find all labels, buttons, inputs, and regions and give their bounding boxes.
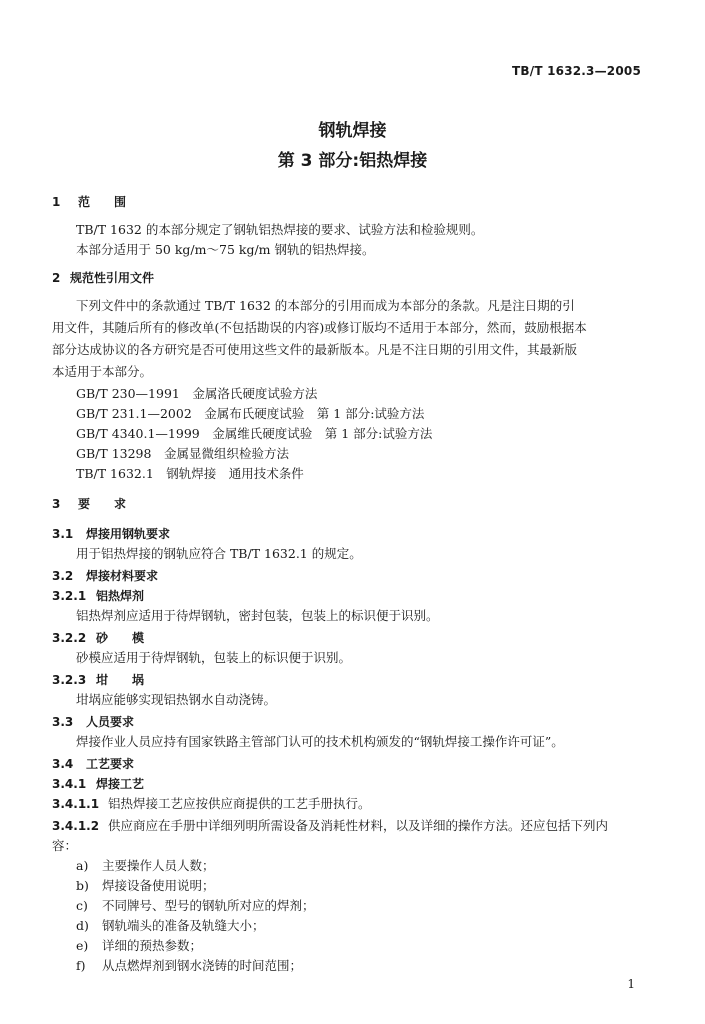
list-item-letter: e): [76, 938, 89, 953]
paragraph: TB/T 1632 的本部分规定了钢轨铝热焊接的要求、试验方法和检验规则。: [76, 222, 484, 237]
list-item-text: 详细的预热参数；: [102, 938, 203, 953]
section-number: 2: [52, 271, 61, 285]
section-title: 人员要求: [86, 715, 135, 729]
section-title: 范 围: [78, 195, 127, 209]
section-number: 3.2.1: [52, 589, 87, 603]
paragraph: 坩埚应能够实现铝热钢水自动浇铸。: [76, 692, 277, 707]
reference-item: GB/T 13298 金属显微组织检验方法: [76, 446, 289, 461]
section-number: 3.2: [52, 569, 74, 583]
clause-text-continuation: 容：: [52, 838, 78, 853]
section-number: 3.4: [52, 757, 74, 771]
paragraph: 用于铝热焊接的钢轨应符合 TB/T 1632.1 的规定。: [76, 546, 362, 561]
subsection-3-2-3-heading: [52, 672, 658, 688]
paragraph: 本部分适用于 50 kg/m～75 kg/m 钢轨的铝热焊接。: [76, 242, 375, 257]
subsection-3-4-heading: [52, 756, 658, 772]
paragraph-line: 用文件，其随后所有的修改单(不包括勘误的内容)或修订版均不适用于本部分，然而，鼓励根据本: [52, 320, 587, 335]
section-number: 3.4.1: [52, 777, 87, 791]
subsection-3-2-heading: [52, 568, 658, 584]
clause-number: 3.4.1.1: [52, 797, 100, 811]
section-number: 3.1: [52, 527, 74, 541]
list-item-letter: b): [76, 878, 89, 893]
list-item-text: 从点燃焊剂到钢水浇铸的时间范围；: [102, 958, 303, 973]
reference-item: TB/T 1632.1 钢轨焊接 通用技术条件: [76, 466, 304, 481]
list-item-text: 焊接设备使用说明；: [102, 878, 215, 893]
section-number: 3: [52, 497, 61, 511]
clause-number: 3.4.1.2: [52, 819, 100, 833]
section-number: 3.2.3: [52, 673, 87, 687]
list-item: [52, 958, 658, 974]
list-item-text: 不同牌号、型号的钢轨所对应的焊剂；: [102, 898, 315, 913]
page-number: 1: [627, 977, 635, 991]
list-item-letter: c): [76, 898, 88, 913]
document-code: TB/T 1632.3—2005: [512, 64, 641, 78]
section-title: 铝热焊剂: [96, 589, 145, 603]
section-title: 要 求: [78, 497, 127, 511]
list-item-letter: d): [76, 918, 89, 933]
clause-text: 供应商应在手册中详细列明所需设备及消耗性材料，以及详细的操作方法。还应包括下列内: [108, 818, 609, 833]
list-item: [52, 878, 658, 894]
subsection-3-4-1-heading: [52, 776, 658, 792]
section-number: 3.3: [52, 715, 74, 729]
section-number: 1: [52, 195, 61, 209]
paragraph: 焊接作业人员应持有国家铁路主管部门认可的技术机构颁发的“钢轨焊接工操作许可证”。: [76, 734, 564, 749]
section-title: 规范性引用文件: [70, 271, 155, 285]
reference-item: GB/T 230—1991 金属洛氏硬度试验方法: [76, 386, 318, 401]
section-title: 工艺要求: [86, 757, 135, 771]
subsection-3-2-2-heading: [52, 630, 658, 646]
list-item-letter: a): [76, 858, 89, 873]
clause-3-4-1-1: [52, 796, 658, 812]
subsection-3-1-heading: [52, 526, 658, 542]
section-3-heading: [52, 496, 658, 512]
reference-item: GB/T 231.1—2002 金属布氏硬度试验 第 1 部分:试验方法: [76, 406, 425, 421]
clause-text: 铝热焊接工艺应按供应商提供的工艺手册执行。: [108, 796, 371, 811]
section-title: 焊接材料要求: [86, 569, 159, 583]
document-title: 钢轨焊接: [318, 121, 387, 141]
list-item: [52, 918, 658, 934]
section-title: 坩 埚: [96, 673, 145, 687]
document-subtitle: 第 3 部分:铝热焊接: [277, 151, 428, 171]
list-item-text: 主要操作人员人数；: [102, 858, 215, 873]
section-2-heading: [52, 270, 658, 286]
paragraph-line: 本适用于本部分。: [52, 364, 153, 379]
list-item: [52, 858, 658, 874]
subsection-3-2-1-heading: [52, 588, 658, 604]
reference-item: GB/T 4340.1—1999 金属维氏硬度试验 第 1 部分:试验方法: [76, 426, 433, 441]
list-item: [52, 938, 658, 954]
list-item-text: 钢轨端头的准备及轨缝大小；: [102, 918, 265, 933]
section-1-heading: [52, 194, 658, 210]
paragraph-line: 下列文件中的条款通过 TB/T 1632 的本部分的引用而成为本部分的条款。凡是注日期的引: [76, 298, 575, 313]
subsection-3-3-heading: [52, 714, 658, 730]
section-title: 焊接工艺: [96, 777, 145, 791]
section-number: 3.2.2: [52, 631, 87, 645]
paragraph: 铝热焊剂应适用于待焊钢轨，密封包装，包装上的标识便于识别。: [76, 608, 439, 623]
clause-3-4-1-2: [52, 818, 658, 834]
paragraph-line: 部分达成协议的各方研究是否可使用这些文件的最新版本。凡是不注日期的引用文件，其最新版: [52, 342, 578, 357]
list-item: [52, 898, 658, 914]
paragraph: 砂模应适用于待焊钢轨，包装上的标识便于识别。: [76, 650, 352, 665]
section-title: 焊接用钢轨要求: [86, 527, 171, 541]
list-item-letter: f): [76, 958, 86, 973]
section-title: 砂 模: [96, 631, 145, 645]
